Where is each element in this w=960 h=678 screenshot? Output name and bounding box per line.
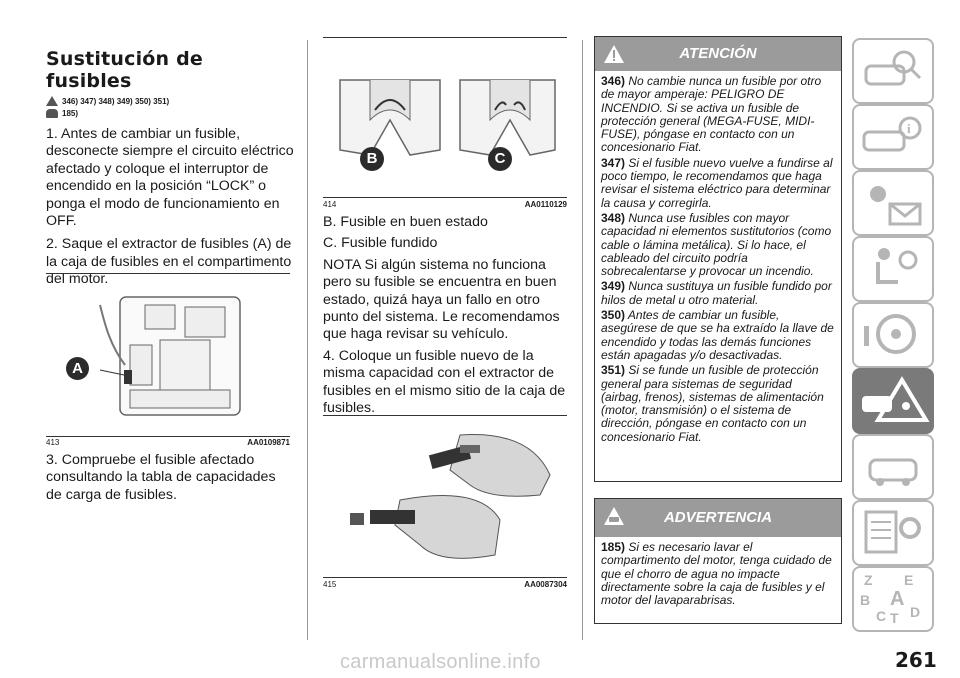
tab-maintenance[interactable] — [852, 434, 934, 500]
car-service-icon — [854, 436, 932, 498]
index-letter: B — [860, 592, 871, 608]
tab-index[interactable] — [852, 566, 934, 632]
index-letter: A — [890, 588, 905, 610]
note-348: 348) Nunca use fusibles con mayor capacidad ni elementos sustitutorios (como cable o lámina metálica). Si lo hace, el cableado del circuito podría sobrecalentarse y provocar un incendio. — [601, 210, 832, 279]
car-wash-icon — [46, 109, 58, 118]
figure-number: 415 — [323, 580, 337, 589]
tab-lights-messages[interactable] — [852, 170, 934, 236]
figure-414-bottom-rule — [323, 197, 567, 198]
tab-safety[interactable] — [852, 236, 934, 302]
steering-key-icon — [854, 304, 932, 366]
ref-list-2: 185) — [62, 109, 79, 118]
figure-414-top-rule — [323, 37, 567, 38]
note-text: NOTA Si algún sistema no funciona pero su fusible se encuentra en buen estado, quizá haya un fallo en otro punto del sistema. Le recomendamos que haga revisar su vehículo. — [323, 256, 560, 343]
page-number: 261 — [895, 648, 937, 672]
note-346: 346) No cambie nunca un fusible por otro de mayor amperaje: PELIGRO DE INCENDIO. Si se activa un fusible de protección general (MEGA-FUSE, MIDI-FUSE), póngase en contacto con un concesionario Fiat. — [601, 74, 822, 155]
figure-413-bottom-rule — [46, 436, 290, 437]
column-divider-1 — [307, 40, 308, 640]
item-c-text: C. Fusible fundido — [323, 235, 438, 252]
watermark: carmanualsonline.info — [340, 651, 541, 673]
figure-415-caption — [323, 580, 567, 589]
figure-number: 413 — [46, 438, 60, 447]
figure-413-top-rule — [46, 273, 290, 274]
figure-415-bottom-rule — [323, 577, 567, 578]
callout-a: A — [66, 357, 89, 380]
alphabet-index-icon — [854, 568, 932, 630]
warning-icon — [603, 44, 625, 64]
figure-code: AA0087304 — [524, 580, 567, 589]
ref-list-1: 346) 347) 348) 349) 350) 351) — [62, 96, 170, 106]
advertencia-title: ADVERTENCIA — [663, 509, 773, 526]
index-letter: T — [890, 610, 899, 626]
car-warning-icon — [603, 506, 625, 526]
fuse-box-illustration — [60, 285, 280, 435]
atencion-box — [594, 36, 842, 482]
tab-technical-data[interactable] — [852, 500, 934, 566]
atencion-title: ATENCIÓN — [679, 45, 757, 62]
index-letter: Z — [864, 572, 873, 588]
seat-airbag-icon — [854, 238, 932, 300]
column-divider-2 — [582, 40, 583, 640]
note-349: 349) Nunca sustituya un fusible fundido por hilos de metal u otro material. — [601, 279, 832, 307]
callout-b: B — [360, 147, 384, 171]
ref-row-1 — [46, 96, 294, 106]
step-1-text: 1. Antes de cambiar un fusible, desconecte siempre el circuito eléctrico afectado y coloque el interruptor de encendido en la posición “LOCK” o ponga el modo de funcionamiento en OFF. — [46, 126, 294, 230]
tab-car-info[interactable] — [852, 104, 934, 170]
callout-c: C — [488, 147, 512, 171]
index-letter: C — [876, 608, 887, 624]
figure-414-caption — [323, 200, 567, 209]
note-350: 350) Antes de cambiar un fusible, asegúrese de que se ha extraído la llave de encendido y todas las demás funciones están apagadas y/o desactivadas. — [601, 308, 834, 362]
step-2-text: 2. Saque el extractor de fusibles (A) de la caja de fusibles en el compartimento del motor. — [46, 236, 292, 288]
hand-fuse-puller-illustration — [340, 425, 560, 575]
left-column — [46, 48, 294, 289]
middle-text — [323, 214, 571, 417]
figure-code: AA0109871 — [247, 438, 290, 447]
tab-emergency[interactable] — [852, 368, 934, 434]
index-letter: D — [910, 604, 921, 620]
ref-row-2 — [46, 109, 294, 118]
tab-driving[interactable] — [852, 302, 934, 368]
tab-car-search[interactable] — [852, 38, 934, 104]
emergency-icon — [854, 370, 932, 432]
advertencia-box — [594, 498, 842, 624]
note-185: 185) Si es necesario lavar el compartimento del motor, tenga cuidado de que el chorro de agua no impacte directamente sobre la caja de fusibles y el motor del lavaparabrisas. — [601, 540, 832, 608]
warning-icon — [46, 96, 58, 106]
figure-413-caption — [46, 438, 290, 447]
atencion-notes — [595, 71, 841, 444]
atencion-header — [595, 37, 841, 71]
note-351: 351) Si se funde un fusible de protección general para sistemas de seguridad (airbag, frenos), sistemas de alimentación (motor, transmisión) o el sistema de dirección, póngase en contacto con un concesionario Fiat. — [601, 363, 824, 444]
index-letter: E — [904, 572, 914, 588]
car-search-icon — [854, 40, 932, 102]
advertencia-notes — [595, 537, 841, 607]
note-347: 347) Si el fusible nuevo vuelve a fundirse al poco tiempo, le recomendamos que haga revisar el sistema eléctrico para determinar la causa y corregirla. — [601, 155, 833, 210]
car-info-icon — [854, 106, 932, 168]
page-title: Sustitución de fusibles — [46, 48, 203, 92]
advertencia-header — [595, 499, 841, 537]
figure-number: 414 — [323, 200, 337, 209]
light-mail-icon — [854, 172, 932, 234]
item-b-text: B. Fusible en buen estado — [323, 214, 488, 230]
figure-415-top-rule — [323, 415, 567, 416]
svg-text:i: i — [907, 121, 911, 136]
list-gear-icon — [854, 502, 932, 564]
step-4-text: 4. Coloque un fusible nuevo de la misma capacidad con el extractor de fusibles en el mismo sitio de la caja de fusibles. — [323, 347, 566, 417]
figure-code: AA0110129 — [524, 200, 567, 209]
step-3-text: 3. Compruebe el fusible afectado consultando la tabla de capacidades de carga de fusibles. — [46, 452, 276, 503]
